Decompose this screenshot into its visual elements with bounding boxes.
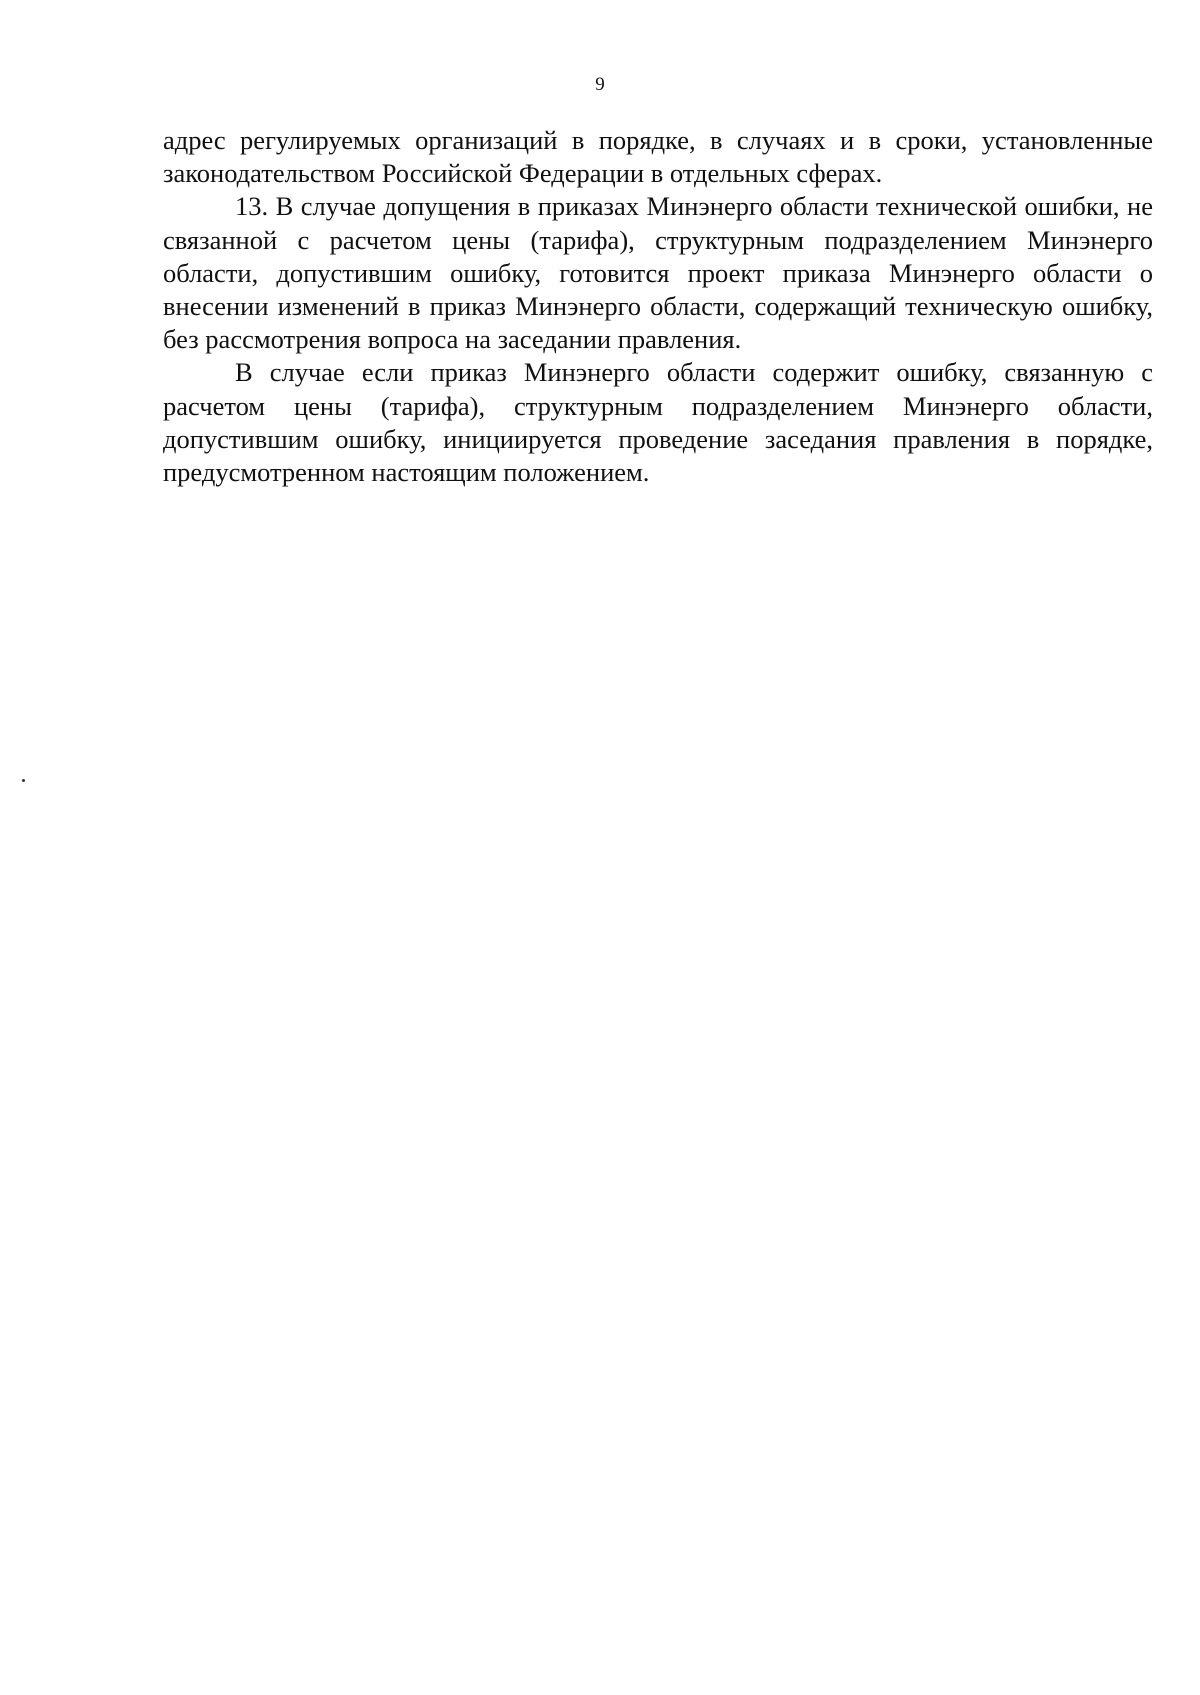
paragraph-continuation: адрес регулируемых организаций в порядке, в случаях и в сроки, установленные законодательством Российской Федерации в отдельных сферах.	[163, 125, 1153, 189]
scan-artifact-dot	[22, 779, 25, 782]
page-number: 9	[595, 74, 605, 95]
paragraph-item-13: 13. В случае допущения в приказах Минэнерго области технической ошибки, не связанной с расчетом цены (тарифа), структурным подразделением Минэнерго области, допустившим ошибку, готовится проект приказа Минэнерго области о внесении изменений в приказ Минэнерго области, содержащий техническую ошибку, без рассмотрения вопроса на заседании правления.	[163, 191, 1153, 355]
paragraph-tariff-error: В случае если приказ Минэнерго области содержит ошибку, связанную с расчетом цены (тарифа), структурным подразделением Минэнерго области, допустившим ошибку, инициируется проведение заседания правления в порядке, предусмотренном настоящим положением.	[163, 357, 1153, 488]
document-body	[163, 124, 1153, 489]
